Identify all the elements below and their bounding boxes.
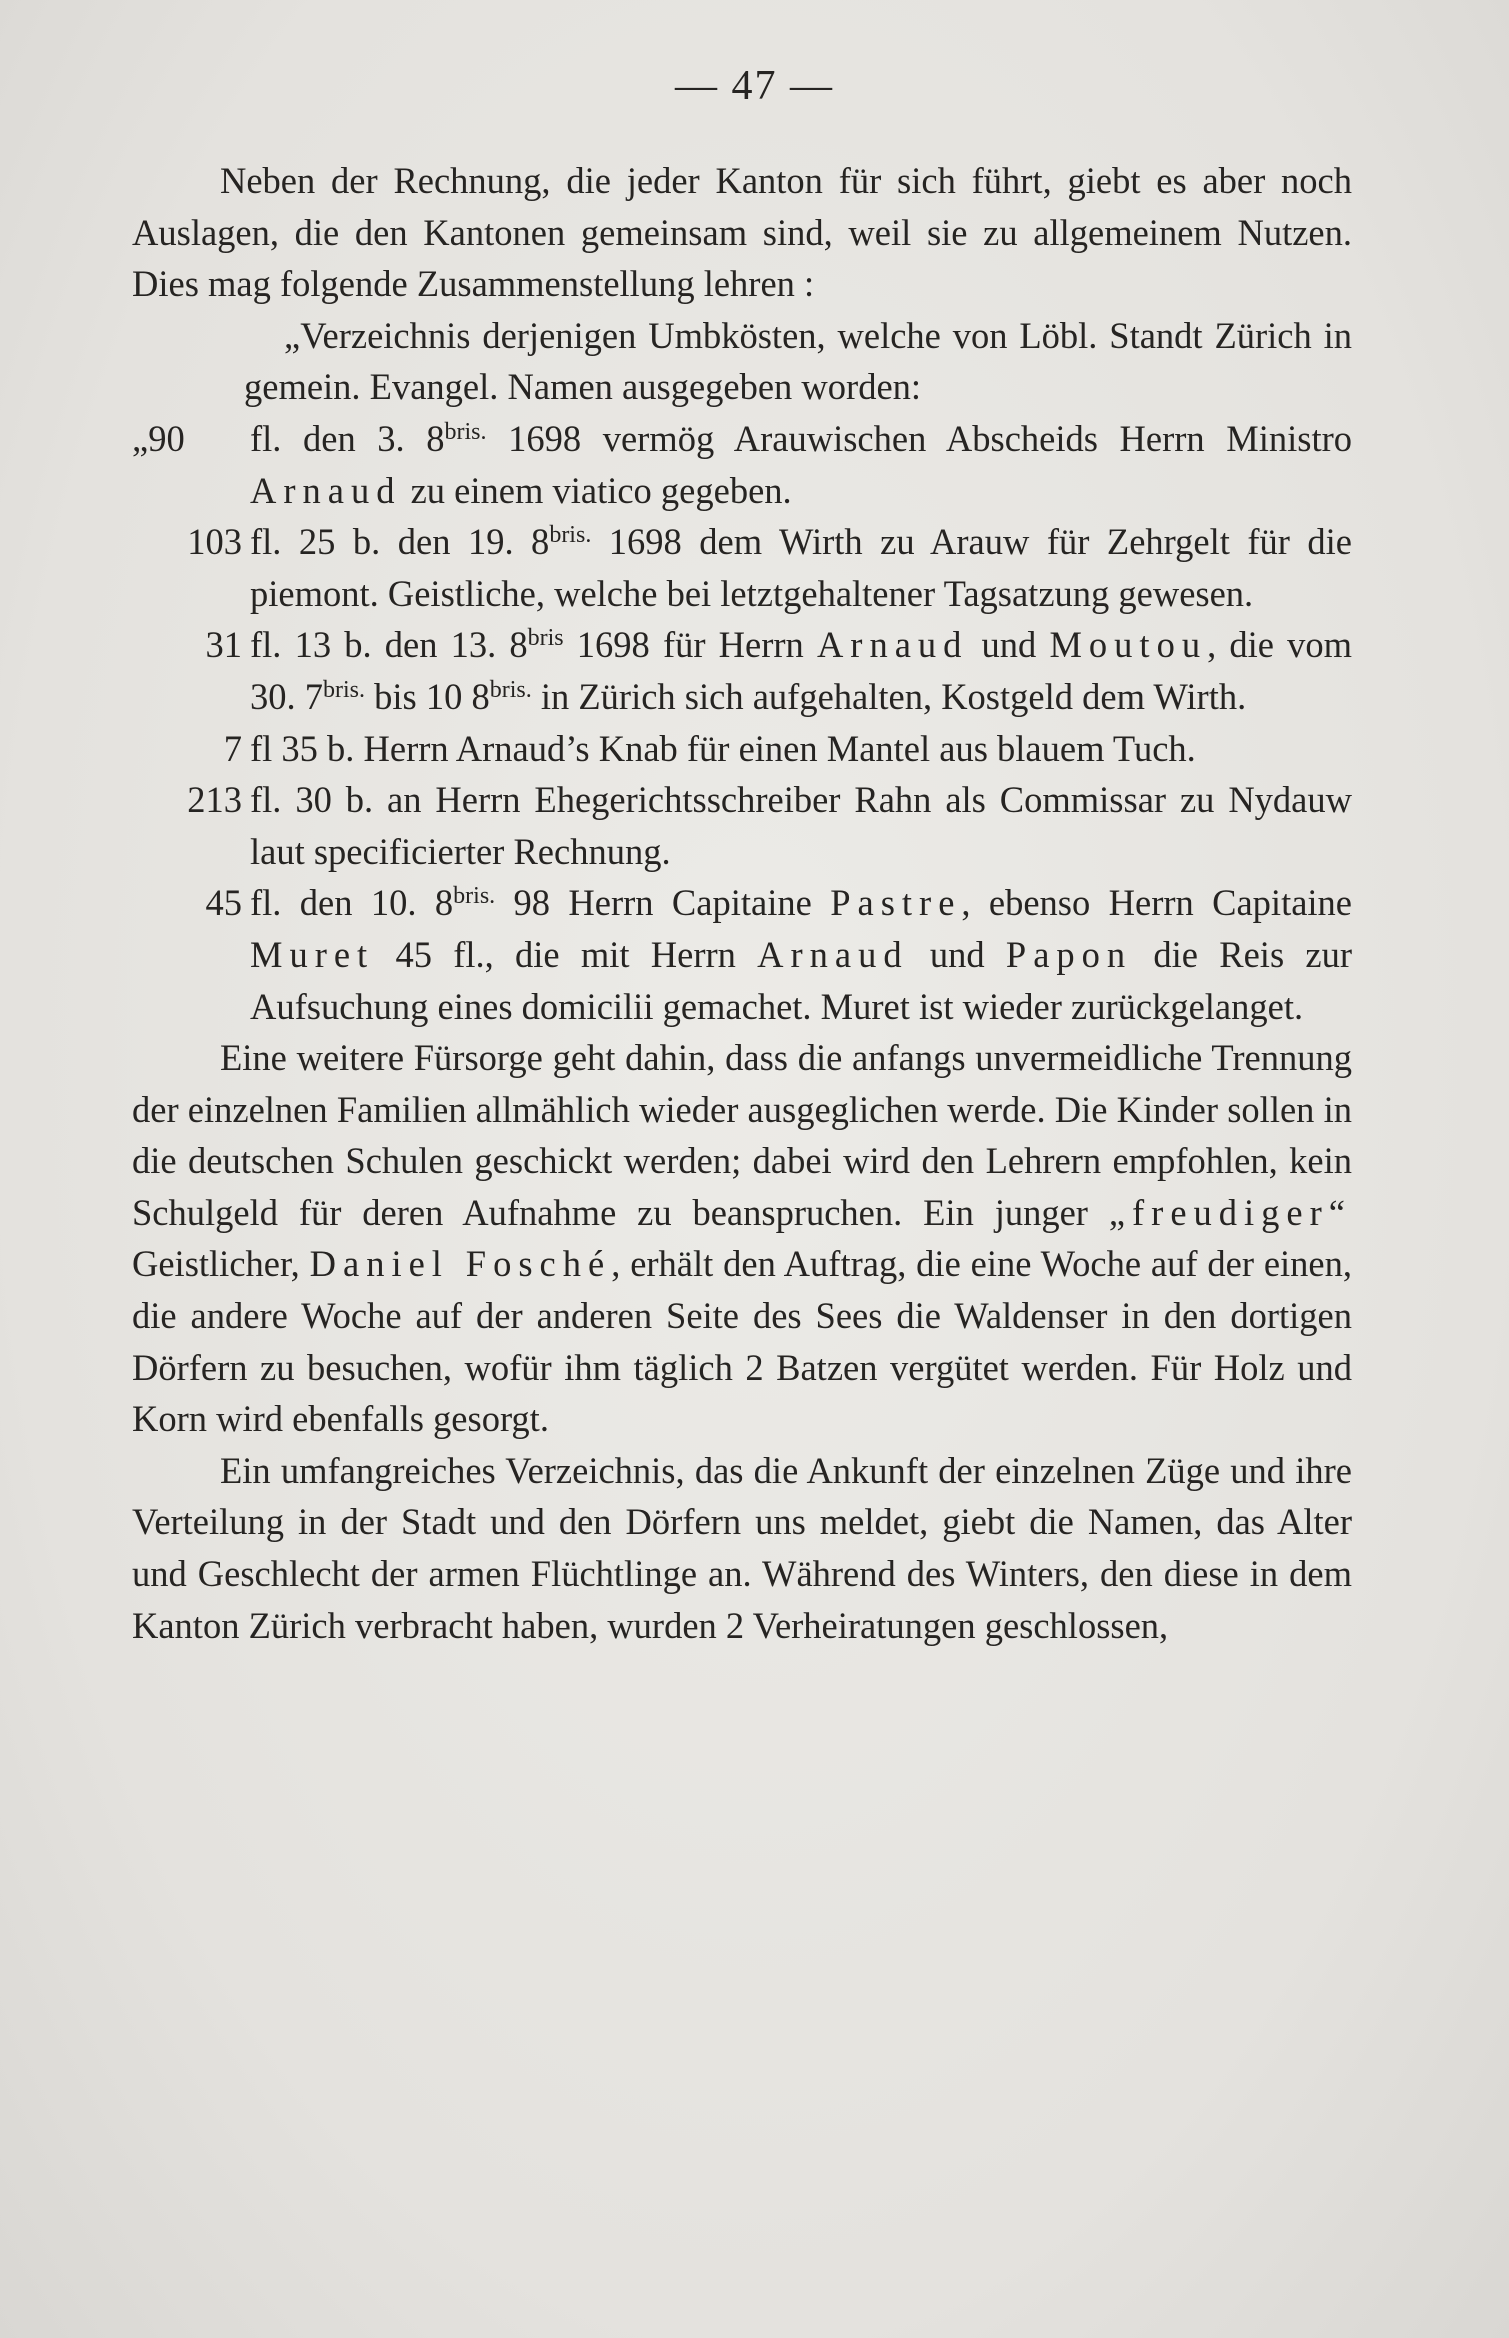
expense-text: 1698 dem Wirth zu Arauw für Zehrgelt für die piemont. Geistliche, welche bei letztgehaltener Tagsatzung gewesen.	[250, 521, 1352, 614]
expense-text: fl. 30 b. an Herrn Ehegerichtsschreiber Rahn als Commissar zu Nydauw laut specificierter Rechnung.	[250, 779, 1352, 872]
expense-amount: „90	[132, 417, 185, 459]
expense-entry-1	[132, 413, 1352, 516]
spaced-name: Arnaud	[757, 933, 909, 975]
expense-text: fl. den 10. 8	[250, 882, 454, 924]
expense-amount: 45	[205, 882, 242, 924]
expense-amount: 213	[187, 779, 242, 821]
paragraph-care	[132, 1032, 1352, 1445]
superscript: bris	[527, 625, 564, 652]
expense-text: , die vom 30. 7	[250, 624, 1352, 717]
expense-entry-3	[132, 619, 1352, 722]
expense-text: und	[968, 624, 1050, 666]
expense-text: 45 fl., die mit Herrn	[374, 933, 758, 975]
page-number: — 47 —	[675, 63, 834, 109]
expense-text: zu einem viatico gegeben.	[401, 469, 792, 511]
spaced-name: Moutou	[1049, 624, 1208, 666]
expense-amount: 7	[223, 727, 242, 769]
superscript: bris.	[453, 883, 496, 910]
expense-list	[132, 413, 1352, 1032]
expense-text: die Reis zur Aufsuchung eines domicilii gemachet. Muret ist wieder zurückgelanget.	[250, 933, 1353, 1027]
expense-entry-6	[132, 877, 1352, 1032]
spaced-name: Papon	[1005, 933, 1133, 975]
paragraph-text: Geistlicher,	[132, 1243, 310, 1285]
expense-entry-5	[132, 774, 1352, 877]
expense-text: fl. 13 b. den 13. 8	[250, 624, 528, 666]
spaced-name: Arnaud	[250, 469, 402, 511]
expense-text: bis 10 8	[365, 675, 490, 717]
expense-text: , ebenso Herrn Capitaine	[961, 882, 1353, 924]
page-body	[132, 155, 1352, 1651]
paragraph-text: Eine weitere Fürsorge geht dahin, dass die anfangs unvermeidliche Trennung der einzelnen Familien allmählich wieder ausgeglichen werde. Die Kinder sollen in die deutschen Schulen geschickt werden; dabei wird den Lehrern empfohlen, kein Schulgeld für deren Aufnahme zu beanspruchen. Ein junger	[132, 1037, 1352, 1233]
spaced-name: Pastre	[830, 882, 962, 924]
paragraph-text: , erhält den Auftrag, die eine Woche auf der einen, die andere Woche auf der anderen Seite des Sees die Waldenser in den dortigen Dörfern zu besuchen, wofür ihm täglich 2 Batzen vergütet werden. Für Holz und Korn wird ebenfalls gesorgt.	[132, 1243, 1352, 1440]
expense-text: fl 35 b. Herrn Arnaud’s Knab für einen Mantel aus blauem Tuch.	[250, 727, 1196, 769]
paragraph-intro: Neben der Rechnung, die jeder Kanton für sich führt, giebt es aber noch Auslagen, die den Kantonen gemeinsam sind, weil sie zu allgemeinem Nutzen. Dies mag folgende Zusammenstellung lehren :	[132, 160, 1352, 305]
expense-text: 1698 vermög Arauwischen Abscheids Herrn Ministro	[486, 417, 1352, 459]
expense-entry-2	[132, 516, 1352, 619]
superscript: bris.	[549, 522, 592, 549]
expense-amount: 103	[187, 521, 242, 563]
expense-text: und	[908, 933, 1006, 975]
expense-text: fl. 25 b. den 19. 8	[250, 521, 550, 563]
expense-text: fl. den 3. 8	[250, 417, 445, 459]
spaced-name: Muret	[250, 933, 375, 975]
spaced-name: Daniel Fosché	[309, 1243, 612, 1285]
expense-text: 1698 für Herrn	[563, 624, 817, 666]
superscript: bris.	[323, 676, 365, 703]
expense-text: in Zürich sich aufgehalten, Kostgeld dem Wirth.	[531, 675, 1247, 717]
expense-entry-4	[132, 723, 1352, 775]
expense-text: 98 Herrn Capitaine	[495, 882, 831, 924]
superscript: bris.	[444, 418, 487, 445]
spaced-name: Arnaud	[816, 624, 969, 666]
expense-amount: 31	[205, 624, 242, 666]
spaced-word: „freudiger“	[1108, 1191, 1352, 1233]
superscript: bris.	[489, 676, 532, 703]
quote-intro: „Verzeichnis derjenigen Umbkösten, welche von Löbl. Standt Zürich in gemein. Evangel. Namen ausgegeben worden:	[244, 314, 1352, 408]
paragraph-register: Ein umfangreiches Verzeichnis, das die Ankunft der einzelnen Züge und ihre Verteilung in der Stadt und den Dörfern uns meldet, giebt die Namen, das Alter und Geschlecht der armen Flüchtlinge an. Während des Winters, den diese in dem Kanton Zürich verbracht haben, wurden 2 Verheiratungen geschlossen,	[132, 1449, 1352, 1646]
